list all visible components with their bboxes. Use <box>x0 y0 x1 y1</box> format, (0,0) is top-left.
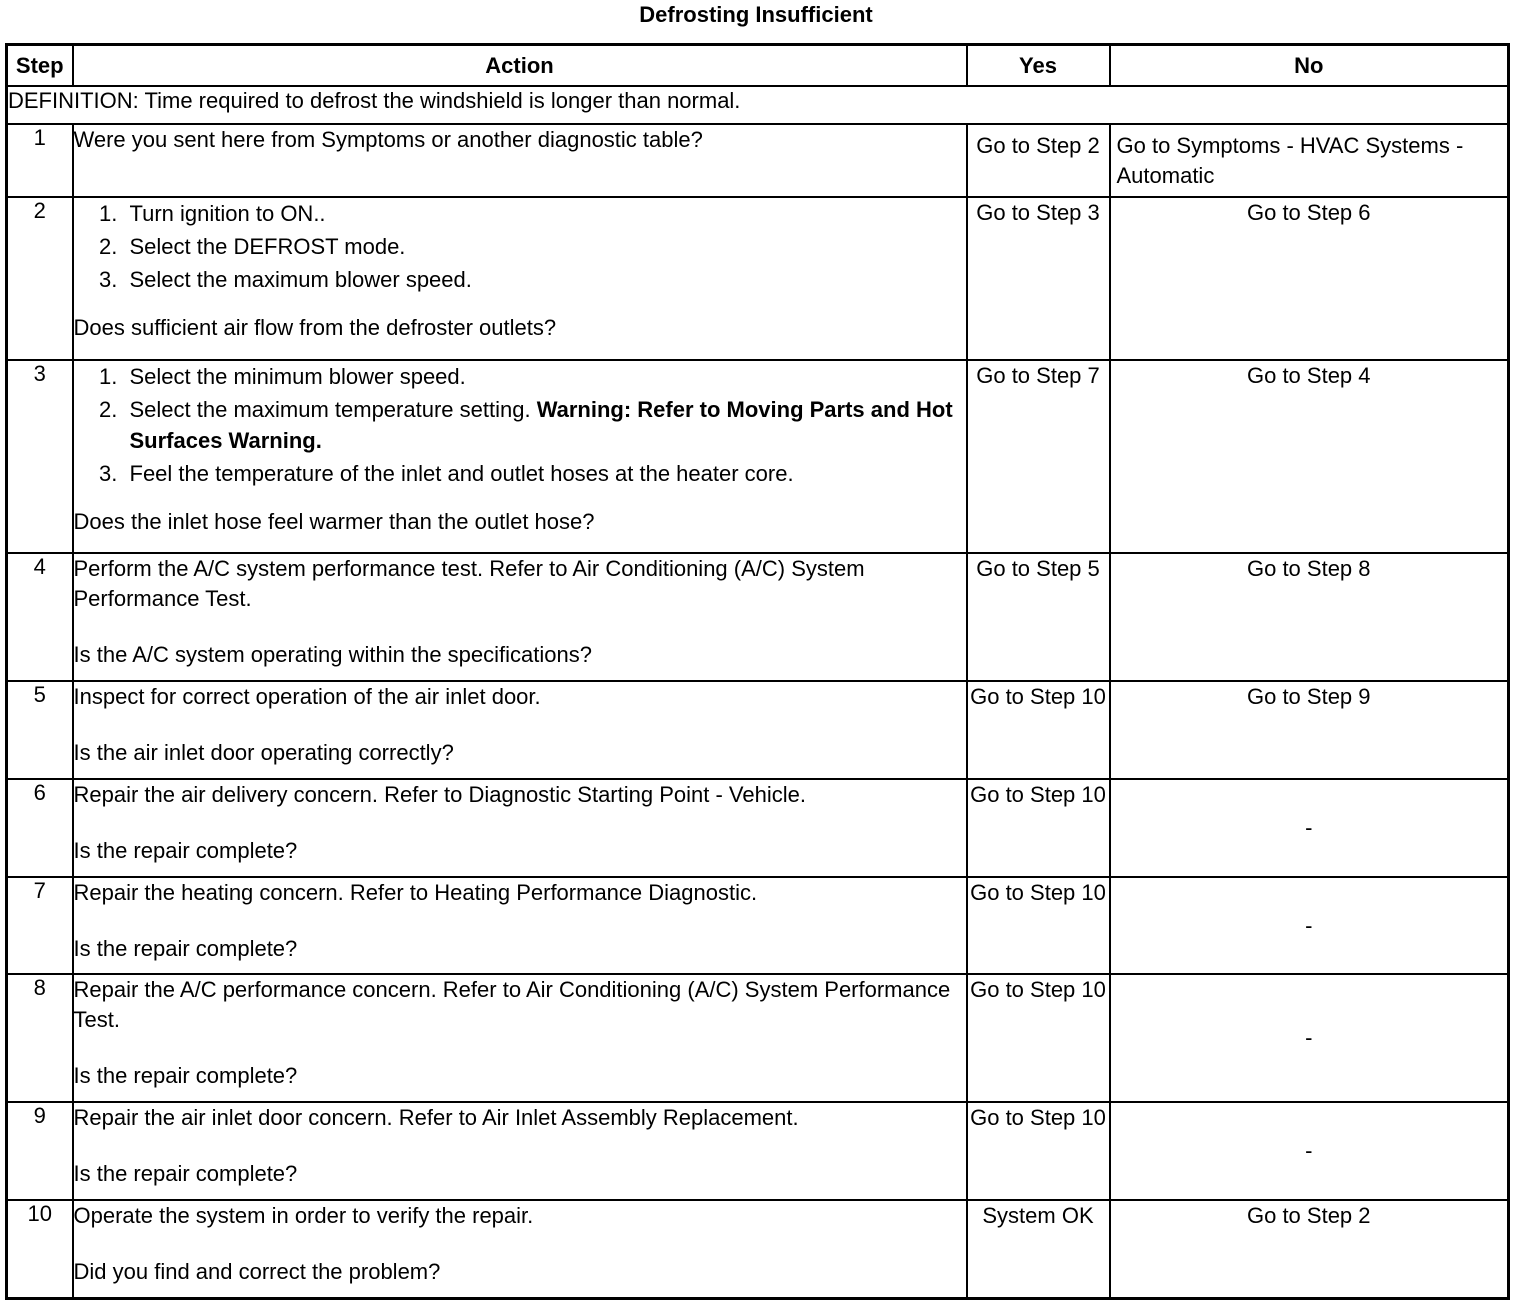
yes-link[interactable]: Go to Step 2 <box>967 124 1110 197</box>
action-cell <box>73 974 967 1102</box>
action-cell <box>73 1200 967 1298</box>
action-step: 1. Turn ignition to ON.. <box>124 198 966 229</box>
action-question: Is the repair complete? <box>73 838 298 863</box>
header-no: No <box>1110 45 1509 87</box>
header-yes: Yes <box>967 45 1110 87</box>
yes-link[interactable]: Go to Step 10 <box>967 1102 1110 1200</box>
step-number: 6 <box>7 779 73 877</box>
action-cell <box>73 877 967 974</box>
step-number: 5 <box>7 681 73 779</box>
step-number: 1 <box>7 124 73 197</box>
step-number: 8 <box>7 974 73 1102</box>
action-text: Repair the air delivery concern. Refer to Diagnostic Starting Point - Vehicle. <box>73 782 806 807</box>
step-number: 10 <box>7 1200 73 1298</box>
action-steps-list <box>74 361 966 489</box>
table-row <box>7 197 1509 360</box>
no-value: - <box>1110 877 1509 974</box>
action-text: Were you sent here from Symptoms or another diagnostic table? <box>73 124 967 197</box>
action-cell <box>73 1102 967 1200</box>
no-value: - <box>1110 779 1509 877</box>
no-link[interactable]: Go to Step 6 <box>1110 197 1509 360</box>
step-number: 4 <box>7 553 73 681</box>
action-text: Repair the A/C performance concern. Refer to Air Conditioning (A/C) System Performance Test. <box>73 977 951 1032</box>
definition-row <box>7 86 1509 124</box>
action-step: 3. Feel the temperature of the inlet and outlet hoses at the heater core. <box>124 458 966 489</box>
action-step: 2. Select the DEFROST mode. <box>124 231 966 262</box>
step-number: 7 <box>7 877 73 974</box>
action-question: Is the air inlet door operating correctly? <box>73 740 454 765</box>
action-question: Does the inlet hose feel warmer than the outlet hose? <box>73 509 595 534</box>
action-question: Is the repair complete? <box>73 1161 298 1186</box>
action-step: 1. Select the minimum blower speed. <box>124 361 966 392</box>
no-link[interactable]: Go to Step 9 <box>1110 681 1509 779</box>
action-step-text: Select the maximum temperature setting. <box>129 397 531 422</box>
action-cell <box>73 779 967 877</box>
yes-link[interactable]: Go to Step 5 <box>967 553 1110 681</box>
header-row <box>7 45 1509 87</box>
diagnostic-table <box>5 43 1510 1300</box>
definition-text: DEFINITION: Time required to defrost the windshield is longer than normal. <box>7 86 1509 124</box>
table-row <box>7 1200 1509 1298</box>
action-text: Repair the heating concern. Refer to Heating Performance Diagnostic. <box>73 880 758 905</box>
yes-link[interactable]: Go to Step 3 <box>967 197 1110 360</box>
header-action: Action <box>73 45 967 87</box>
action-text: Operate the system in order to verify the repair. <box>73 1203 534 1228</box>
no-link[interactable]: Go to Symptoms - HVAC Systems - Automatic <box>1110 124 1509 197</box>
table-row <box>7 877 1509 974</box>
action-cell <box>73 553 967 681</box>
action-step <box>124 394 966 456</box>
header-step: Step <box>7 45 73 87</box>
table-row <box>7 360 1509 553</box>
action-question: Is the repair complete? <box>73 936 298 961</box>
step-number: 2 <box>7 197 73 360</box>
table-row <box>7 124 1509 197</box>
no-value: - <box>1110 1102 1509 1200</box>
yes-link[interactable]: Go to Step 10 <box>967 681 1110 779</box>
yes-link[interactable]: Go to Step 7 <box>967 360 1110 553</box>
table-row <box>7 553 1509 681</box>
action-steps-list <box>74 198 966 295</box>
action-cell <box>73 681 967 779</box>
action-step: 3. Select the maximum blower speed. <box>124 264 966 295</box>
action-question: Does sufficient air flow from the defroster outlets? <box>73 315 557 340</box>
action-cell <box>73 197 967 360</box>
step-number: 9 <box>7 1102 73 1200</box>
page-title: Defrosting Insufficient <box>639 2 873 27</box>
yes-link[interactable]: Go to Step 10 <box>967 974 1110 1102</box>
action-question: Did you find and correct the problem? <box>73 1259 441 1284</box>
table-row <box>7 681 1509 779</box>
action-question: Is the repair complete? <box>73 1063 298 1088</box>
warning-text: Warning: Refer to Moving Parts and Hot Surfaces Warning. <box>129 397 953 453</box>
table-row <box>7 1102 1509 1200</box>
yes-link[interactable]: Go to Step 10 <box>967 779 1110 877</box>
table-row <box>7 974 1509 1102</box>
no-link[interactable]: Go to Step 2 <box>1110 1200 1509 1298</box>
yes-value: System OK <box>967 1200 1110 1298</box>
action-cell <box>73 360 967 553</box>
no-link[interactable]: Go to Step 8 <box>1110 553 1509 681</box>
action-text: Repair the air inlet door concern. Refer to Air Inlet Assembly Replacement. <box>73 1105 799 1130</box>
no-link[interactable]: Go to Step 4 <box>1110 360 1509 553</box>
yes-link[interactable]: Go to Step 10 <box>967 877 1110 974</box>
action-text: Inspect for correct operation of the air inlet door. <box>73 684 541 709</box>
table-row <box>7 779 1509 877</box>
no-value: - <box>1110 974 1509 1102</box>
action-text: Perform the A/C system performance test. Refer to Air Conditioning (A/C) System Performance Test. <box>73 556 865 611</box>
step-number: 3 <box>7 360 73 553</box>
action-question: Is the A/C system operating within the specifications? <box>73 642 592 667</box>
